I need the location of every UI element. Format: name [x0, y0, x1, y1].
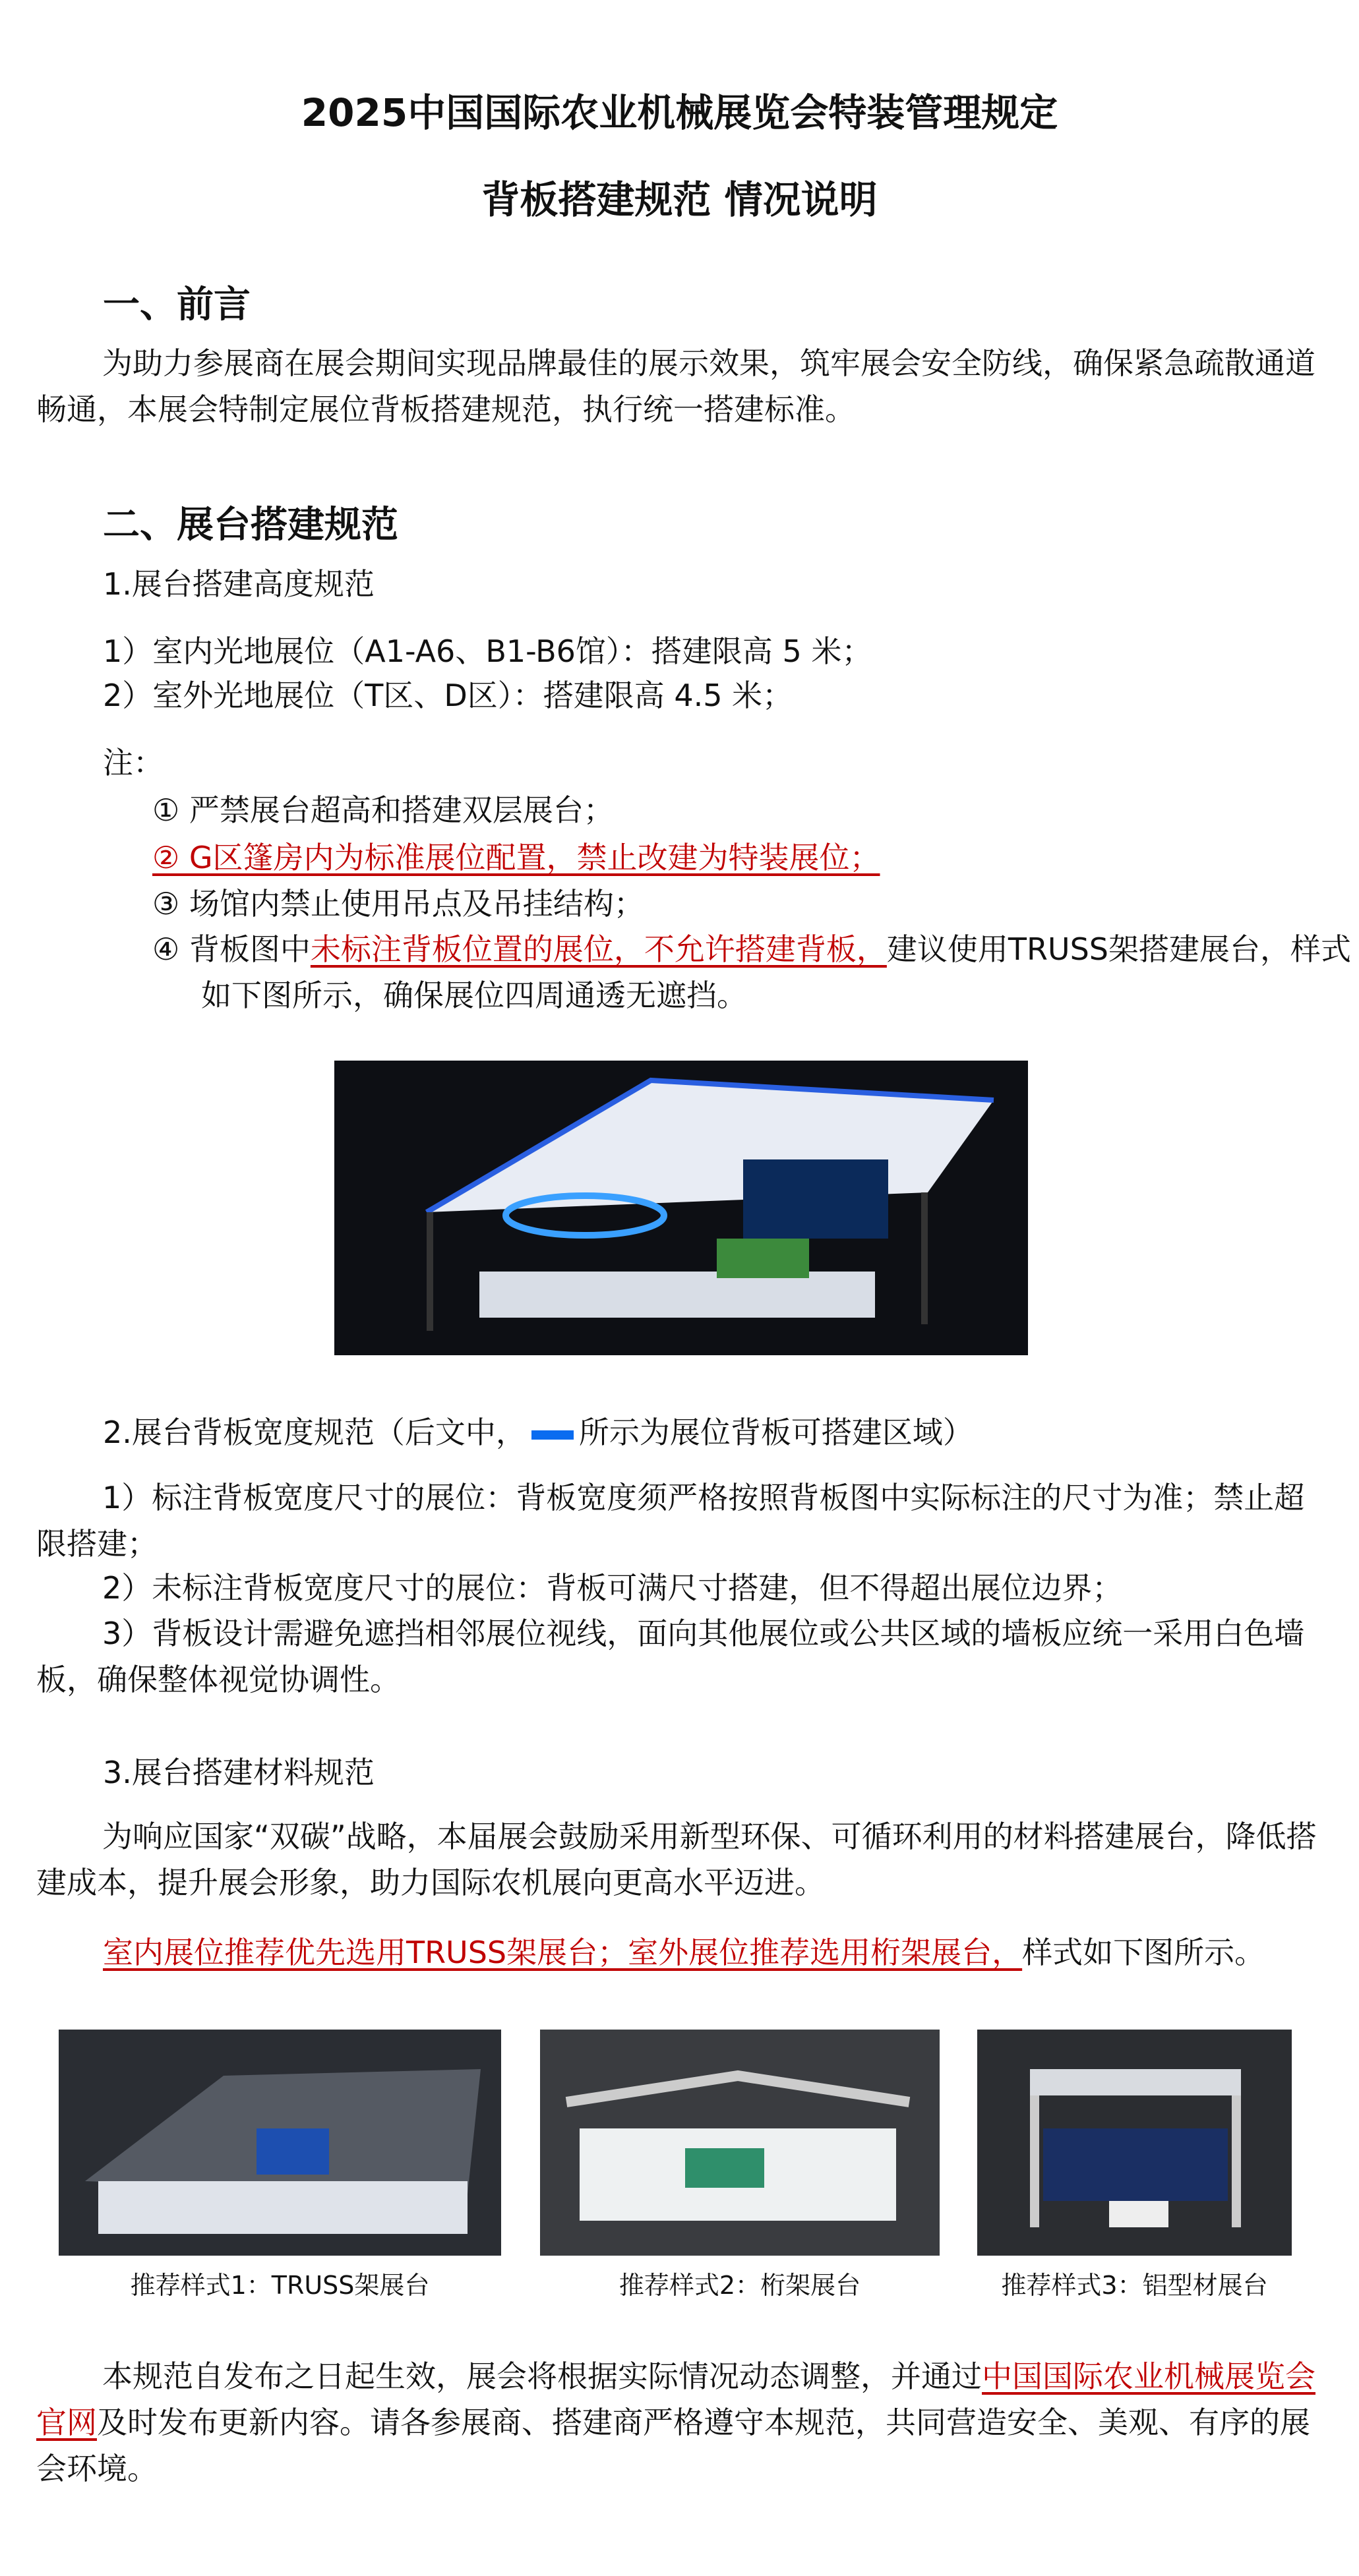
document-title: 2025中国国际农业机械展览会特装管理规定	[301, 90, 1058, 135]
truss-booth-render-image	[334, 1061, 1028, 1355]
height-item-indoor: 1）室内光地展位（A1-A6、B1-B6馆）：搭建限高 5 米；	[103, 633, 872, 669]
caption-style-3: 推荐样式3：铝型材展台	[1001, 2271, 1268, 2300]
height-item-outdoor: 2）室外光地展位（T区、D区）：搭建限高 4.5 米；	[103, 678, 793, 713]
document-subtitle: 背板搭建规范 情况说明	[481, 177, 878, 222]
width-item-2: 2）未标注背板宽度尺寸的展位：背板可满尺寸搭建，但不得超出展位边界；	[102, 1570, 1123, 1606]
subheading-height: 1.展台搭建高度规范	[103, 566, 375, 602]
section-heading-rules: 二、展台搭建规范	[103, 504, 398, 546]
caption-style-2: 推荐样式2：桁架展台	[619, 2271, 861, 2300]
preface-paragraph: 为助力参展商在展会期间实现品牌最佳的展示效果，筑牢展会安全防线，确保紧急疏散通道畅通，本展会特制定展位背板搭建规范，执行统一搭建标准。	[36, 345, 1315, 427]
subheading-width	[103, 1409, 973, 1455]
note-4-suffix: 建议使用TRUSS架搭建展台，样式如下图所示，确保展位四周通透无遮挡。	[201, 931, 1352, 1013]
aluminum-profile-style-image	[977, 2030, 1292, 2256]
width-item-1: 1）标注背板宽度尺寸的展位：背板宽度须严格按照背板图中实际标注的尺寸为准；禁止超限搭建；	[36, 1480, 1305, 1562]
note-2: ② G区篷房内为标准展位配置，禁止改建为特装展位；	[152, 840, 880, 875]
closing-prefix: 本规范自发布之日起生效，展会将根据实际情况动态调整，并通过	[102, 2358, 982, 2394]
material-recommendation-highlight: 室内展位推荐优先选用TRUSS架展台；室外展位推荐选用桁架展台，	[103, 1935, 1023, 1970]
width-item-3: 3）背板设计需避免遮挡相邻展位视线，面向其他展位或公共区域的墙板应统一采用白色墙板，确保整体视觉协调性。	[36, 1616, 1305, 1697]
buildable-area-legend-swatch	[531, 1430, 574, 1440]
note-4	[152, 926, 1359, 1018]
official-website-link[interactable]: 中国国际农业机械展览会官网	[36, 2358, 1315, 2440]
subheading-width-prefix: 2.展台背板宽度规范（后文中，	[103, 1415, 526, 1450]
caption-style-1: 推荐样式1：TRUSS架展台	[130, 2271, 430, 2300]
note-4-highlight: 未标注背板位置的展位，不允许搭建背板，	[310, 931, 887, 967]
closing-paragraph	[36, 2353, 1322, 2492]
note-3: ③ 场馆内禁止使用吊点及吊挂结构；	[152, 886, 644, 922]
truss-style-image	[59, 2030, 501, 2256]
note-4-prefix: ④ 背板图中	[152, 931, 311, 967]
subheading-material: 3.展台搭建材料规范	[103, 1755, 375, 1790]
material-recommendation-suffix: 样式如下图所示。	[1022, 1935, 1265, 1970]
subheading-width-suffix: 所示为展位背板可搭建区域）	[578, 1415, 973, 1450]
section-heading-preface: 一、前言	[103, 283, 251, 326]
closing-suffix: 及时发布更新内容。请各参展商、搭建商严格遵守本规范，共同营造安全、美观、有序的展会环境。	[36, 2405, 1310, 2486]
note-label: 注：	[103, 745, 164, 780]
material-paragraph: 为响应国家“双碳”战略，本届展会鼓励采用新型环保、可循环利用的材料搭建展台，降低搭建成本，提升展会形象，助力国际农机展向更高水平迈进。	[36, 1819, 1317, 1900]
note-1: ① 严禁展台超高和搭建双层展台；	[152, 792, 614, 828]
material-recommendation	[103, 1929, 1265, 1976]
space-frame-style-image	[540, 2030, 940, 2256]
